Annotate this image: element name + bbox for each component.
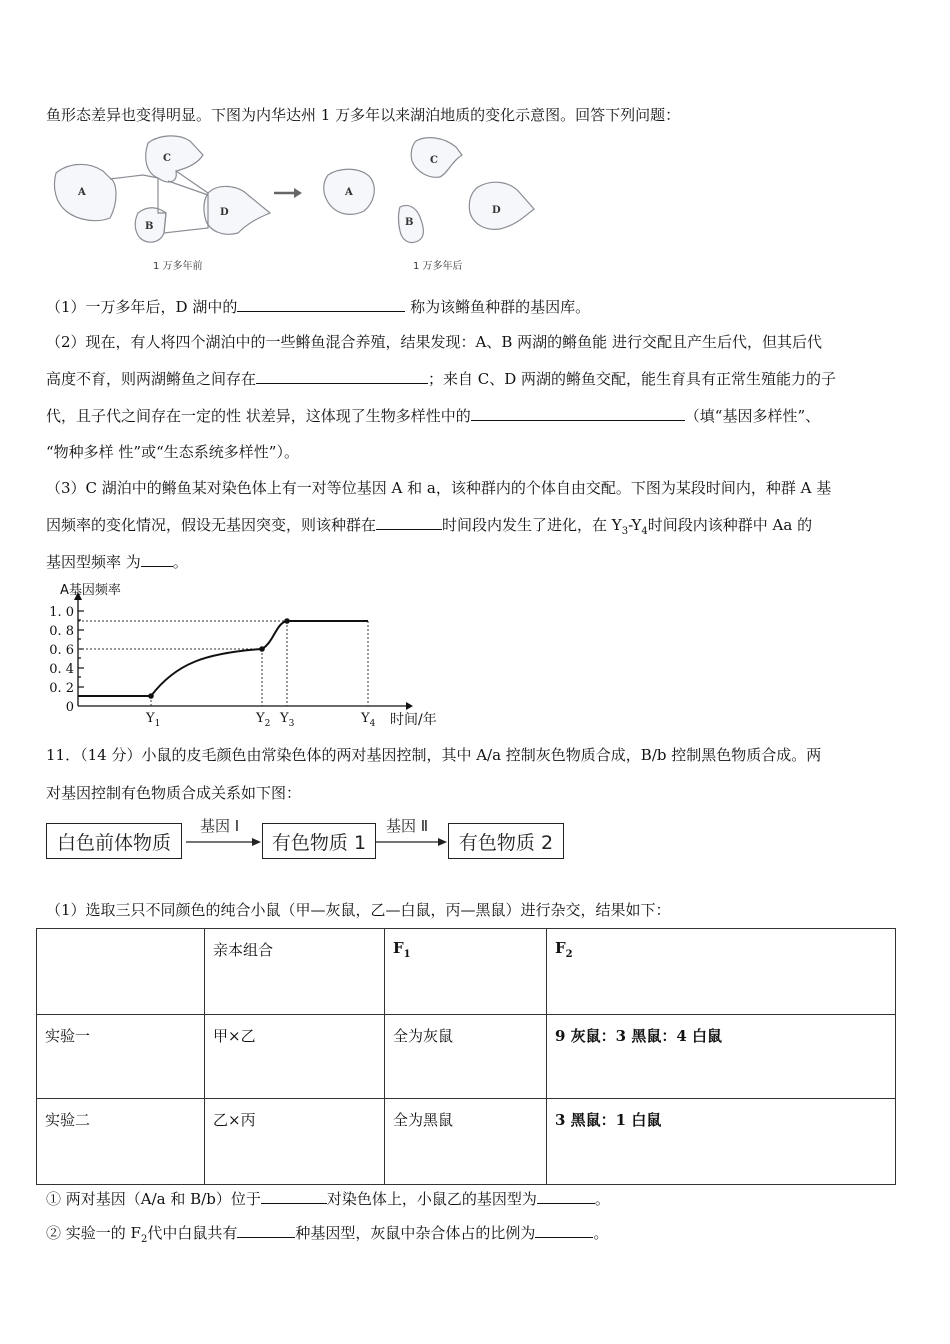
q10-part2-line2: 高度不育，则两湖鳉鱼之间存在 ；来自 C、D 两湖的鳉鱼交配，能生育具有正常生殖能力的子 — [46, 370, 837, 388]
flow-arrow-icon — [186, 835, 262, 849]
answer-blank[interactable] — [376, 514, 442, 530]
flow-box-pigment2: 有色物质 2 — [448, 823, 564, 859]
svg-text:C: C — [430, 155, 438, 166]
svg-text:A: A — [345, 187, 353, 198]
x-axis-label: 时间/年 — [390, 712, 437, 728]
svg-text:0. 4: 0. 4 — [49, 662, 74, 677]
q10-part3-line3: 基因型频率 为 。 — [46, 553, 188, 571]
q11-question1: ① 两对基因（A/a 和 B/b）位于 对染色体上，小鼠乙的基因型为 。 — [46, 1190, 610, 1208]
q11-line2: 对基因控制有色物质合成关系如下图： — [46, 784, 302, 802]
q11-line1: 11．（14 分）小鼠的皮毛颜色由常染色体的两对基因控制，其中 A/a 控制灰色物质合成，B/b 控制黑色物质合成。两 — [46, 746, 822, 764]
flow-box-precursor: 白色前体物质 — [46, 823, 182, 859]
before-label: 1 万多年前 — [153, 261, 203, 272]
svg-text:C: C — [163, 153, 171, 164]
answer-blank[interactable] — [141, 551, 173, 567]
answer-blank[interactable] — [256, 368, 428, 384]
svg-text:B: B — [405, 217, 414, 228]
answer-blank[interactable] — [471, 405, 685, 421]
flow-box-pigment1: 有色物质 1 — [262, 823, 376, 859]
answer-blank[interactable] — [237, 1222, 295, 1238]
svg-text:A: A — [78, 187, 86, 198]
table-header-cell: $F_1$ — [385, 929, 547, 1015]
svg-text:Y3: $Y_3$ — [280, 711, 295, 729]
pigment-synthesis-diagram — [44, 815, 574, 867]
table-row: 实验二 乙×丙 全为黑鼠 3 黑鼠：1 白鼠 — [37, 1099, 896, 1185]
answer-blank[interactable] — [237, 296, 405, 312]
after-label: 1 万多年后 — [413, 261, 463, 272]
table-header-row — [37, 929, 896, 1015]
y-axis-label: A基因频率 — [60, 583, 121, 598]
table-row: 实验一 甲×乙 全为灰鼠 9 灰鼠：3 黑鼠：4 白鼠 — [37, 1015, 896, 1099]
answer-blank[interactable] — [537, 1188, 595, 1204]
svg-text:B: B — [145, 221, 154, 232]
svg-text:0: 0 — [65, 700, 74, 715]
flow-gene2-label: 基因 Ⅱ — [386, 817, 429, 835]
q10-part2-line3: 代，且子代之间存在一定的性 状差异，这体现了生物多样性中的 （填“基因多样性”、 — [46, 407, 821, 425]
svg-text:0. 2: 0. 2 — [49, 681, 74, 696]
q10-part3-line2: 因频率的变化情况，假设无基因突变，则该种群在 时间段内发生了进化，在 $Y_3-Y_4$时间段内该种群中 Aa 的 — [46, 516, 813, 537]
right-arrow-icon — [274, 188, 302, 198]
lake-change-figure — [48, 133, 538, 273]
table-header-cell: $F_2$ — [547, 929, 896, 1015]
table-header-cell — [37, 929, 205, 1015]
svg-text:0. 8: 0. 8 — [49, 624, 74, 639]
svg-text:Y4: $Y_4$ — [361, 711, 376, 729]
flow-arrow-icon — [376, 835, 448, 849]
svg-text:0. 6: 0. 6 — [49, 643, 74, 658]
svg-text:D: D — [220, 207, 229, 218]
flow-gene1-label: 基因 Ⅰ — [200, 817, 240, 835]
cross-results-table — [36, 928, 896, 1185]
answer-blank[interactable] — [535, 1222, 593, 1238]
svg-text:Y1: $Y_1$ — [146, 711, 161, 729]
lake-map-illustration — [48, 133, 538, 273]
q10-part2-line1: （2）现在，有人将四个湖泊中的一些鳉鱼混合养殖，结果发现：A、B 两湖的鳉鱼能 进行交配且产生后代，但其后代 — [46, 333, 822, 351]
svg-text:Y2: $Y_2$ — [256, 711, 271, 729]
intro-text: 鱼形态差异也变得明显。下图为内华达州 1 万多年以来湖泊地质的变化示意图。回答下列问题： — [46, 106, 681, 124]
q10-part3-line1: （3）C 湖泊中的鳉鱼某对染色体上有一对等位基因 A 和 a，该种群内的个体自由交配。下图为某段时间内，种群 A 基 — [46, 479, 832, 497]
line-chart — [46, 578, 466, 733]
table-header-cell: 亲本组合 — [205, 929, 385, 1015]
q10-part1: （1）一万多年后，D 湖中的 称为该鳉鱼种群的基因库。 — [46, 298, 591, 316]
ytick-1.0: 1. 0 — [49, 605, 74, 620]
q11-question2: ② 实验一的 $F_2$代中白鼠共有 种基因型，灰鼠中杂合体占的比例为 。 — [46, 1224, 609, 1245]
q11-sub1: （1）选取三只不同颜色的纯合小鼠（甲—灰鼠，乙—白鼠，丙—黑鼠）进行杂交，结果如下： — [46, 901, 671, 919]
gene-frequency-chart — [46, 578, 466, 733]
answer-blank[interactable] — [261, 1188, 327, 1204]
q10-part2-line4: “物种多样 性”或“生态系统多样性”）。 — [46, 443, 299, 461]
svg-text:D: D — [492, 205, 501, 216]
